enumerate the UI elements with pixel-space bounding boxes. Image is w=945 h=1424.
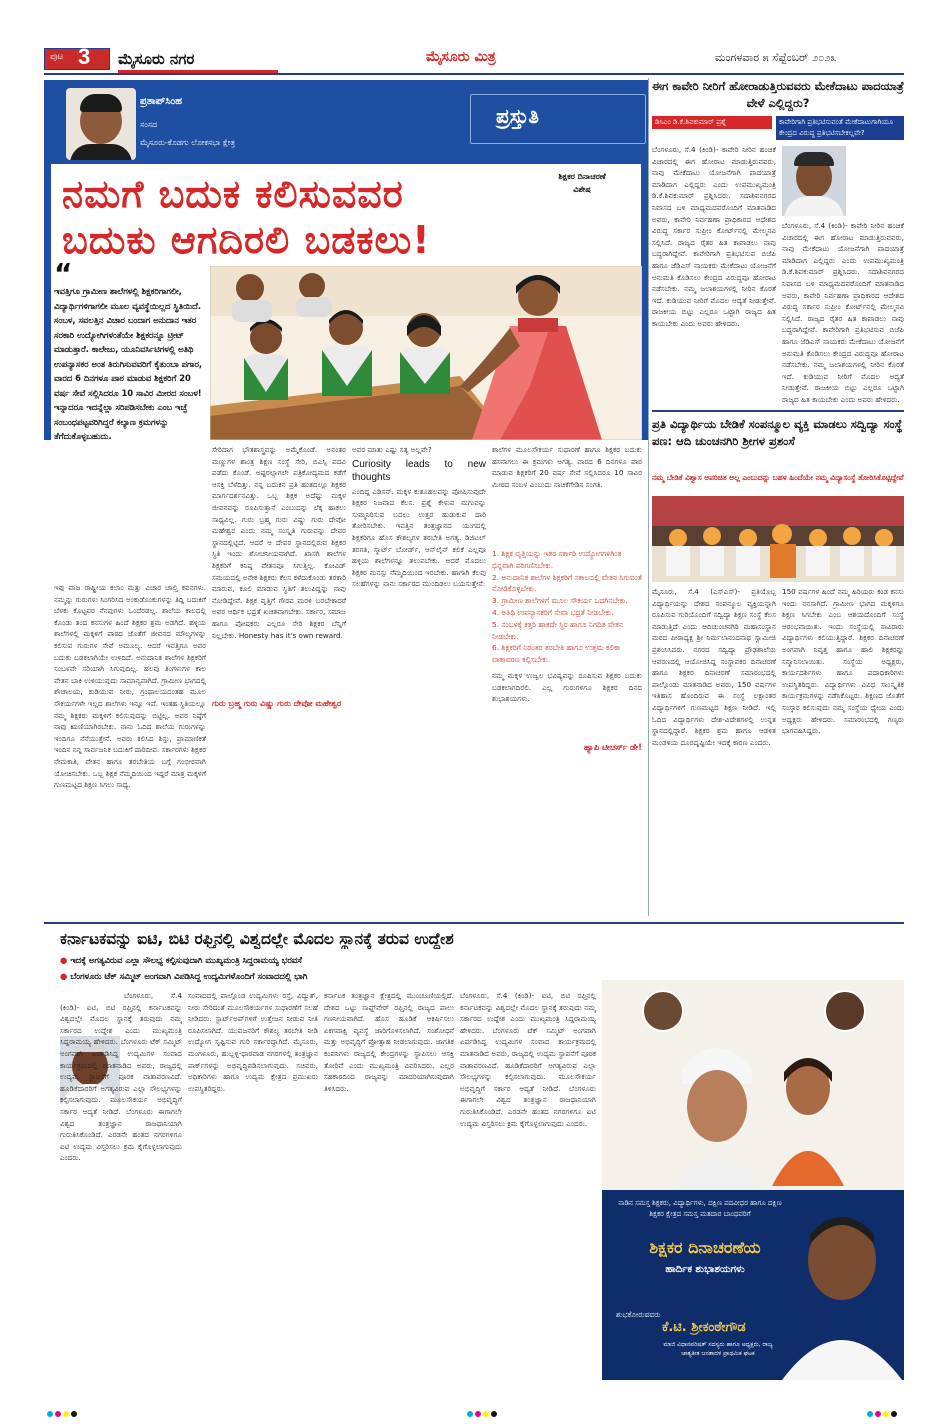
sadvidya-subhead: ನಮ್ಮ ಬೇಡಿಕೆ ವಿಶ್ವಾಸ ಅಪರಿಚಿತ ಅಲ್ಲ ಎಂಬುದನ್ನು ಬಹಳ ಹಿಂದೆಯೇ ನಮ್ಮ ವಿದ್ಯಾಸಂಸ್ಥೆ ತೋರಿಸಿಕೊಟ್ಟಿದ್ದೇವೆ — [652, 473, 904, 482]
guru-verse: ಗುರು ಬ್ರಹ್ಮ ಗುರು ವಿಷ್ಣು ಗುರು ದೇವೋ ಮಹೇಶ್ವರ — [212, 698, 346, 710]
ad-sponsor-desc: ಮಾಜಿ ವಿಧಾನಪರಿಷತ್ ಸದಸ್ಯರು ಹಾಗೂ ಅಧ್ಯಕ್ಷರು, ರಾಜ್ಯ ಜಾತ್ಯತೀತ ಜನತಾದಳ ಪ್ರಾಥಮಿಕ ಘಟಕ — [663, 1341, 773, 1357]
ad-title: ಶಿಕ್ಷಕರ ದಿನಾಚರಣೆಯ — [649, 1238, 761, 1257]
point-2: 2. ಅನುದಾನಿತ ಶಾಲೆಗಳ ಶಿಕ್ಷಕರಿಗೆ ಸಕಾಲದಲ್ಲಿ ವೇತನ ಸಿಗುವಂತೆ ನೋಡಿಕೊಳ್ಳಬೇಕು. — [492, 572, 642, 594]
bottom-bullet-2 — [60, 970, 600, 983]
classroom-illustration — [210, 266, 642, 440]
main-col3 — [352, 444, 486, 916]
point-5: 5. ಸಂಬಳಕ್ಕೆ ಕತ್ತರಿ ಹಾಕದೇ ಸ್ಥಿರ ಹಾಗೂ ನಿಗದಿತ ವೇತನ ನೀಡಬೇಕು. — [492, 619, 624, 641]
kaveri-headline: ಈಗ ಕಾವೇರಿ ನೀರಿಗೆ ಹೋರಾಡುತ್ತಿರುವವರು ಮೇಕೆದಾಟು ಪಾದಯಾತ್ರೆ ವೇಳೆ ಎಲ್ಲಿದ್ದರು? — [652, 79, 904, 110]
main-col4 — [492, 444, 642, 916]
sadvidya-body-left-text: ಮೈಸೂರು, ಸೆ.4 (ಎಸ್‌ಎಸ್)- ಪ್ರತಿಯೊಬ್ಬ ವಿದ್ಯಾರ್ಥಿಯನ್ನು ದೇಶದ ಸಂಪನ್ಮೂಲ ವ್ಯಕ್ತಿಯನ್ನಾಗಿ ರೂಪಿಸುವ ಗುರಿಯೊಂದಿಗೆ ಸದ್ವಿದ್ಯಾ ಶಿಕ್ಷಣ ಸಂಸ್ಥೆ ಕೆಲಸ ಮಾಡುತ್ತಿದೆ ಎಂದು ಆದಿಚುಂಚನಗಿರಿ ಮಹಾಸಂಸ್ಥಾನ ಮಠದ ಪೀಠಾಧ್ಯಕ್ಷ ಶ್ರೀ ನಿರ್ಮಲಾನಂದನಾಥ ಸ್ವಾಮೀಜಿ ಪ್ರಶಂಸಿಸಿದರು. ನಗರದ ಸದ್ವಿದ್ಯಾ ಪ್ರೌಢಶಾಲೆಯ ಆವರಣದಲ್ಲಿ ಆಯೋಜಿಸಿದ್ದ ಸಂಸ್ಥಾಪಕರ ದಿನಾಚರಣೆ ಹಾಗೂ ಶಿಕ್ಷಕರ ದಿನಾಚರಣೆ ಸಮಾರಂಭದಲ್ಲಿ ಪಾಲ್ಗೊಂಡು ಮಾತನಾಡಿದ ಅವರು, 150 ವರ್ಷಗಳ ಇತಿಹಾಸ ಹೊಂದಿರುವ ಈ ಸಂಸ್ಥೆ ಲಕ್ಷಾಂತರ ವಿದ್ಯಾರ್ಥಿಗಳಿಗೆ ಗುಣಮಟ್ಟದ ಶಿಕ್ಷಣ ನೀಡಿದೆ. ಇಲ್ಲಿ ಓದಿದ ವಿದ್ಯಾರ್ಥಿಗಳು ದೇಶ-ವಿದೇಶಗಳಲ್ಲಿ ಉನ್ನತ ಸ್ಥಾನದಲ್ಲಿದ್ದಾರೆ. ಶಿಕ್ಷಕರ ಶ್ರಮ ಹಾಗೂ ಆಡಳಿತ ಮಂಡಳಿಯ ದೂರದೃಷ್ಟಿಯೇ ಇದಕ್ಕೆ ಕಾರಣ ಎಂದರು. — [652, 587, 776, 747]
main-col1-text: ಇವು ಪಾಜ ರಾಷ್ಟ್ರೀಯ ಕಲಾಂ ಮತ್ತು ವಿಚಾರ ಚಾಲ್ತಿ ಕವನಗಳು. ನಮ್ಮನ್ನು ಗುರುಗಳು ಸಿಂಗರಿಸಿದ ಅಂಕುಡೊಂಕುಗಳನ್ನು ತಿದ್ದಿ ಬದುಕಿಗೆ ಬೆಳಕು ಕೊಟ್ಟವರ ನೆನಪುಗಳು ಒಂದೆರಡಲ್ಲ. ಶಾಲೆಯ ಕಾಲದಲ್ಲಿ ಕೊಂಡು ತಂದ ಕನಸುಗಳ ಹಿಂದೆ ಶಿಕ್ಷಕರ ಶ್ರಮ ಅಡಗಿದೆ. ಹಳ್ಳಿಯ ಶಾಲೆಗಳಲ್ಲಿ ಮಕ್ಕಳಿಗೆ ಪಾಠದ ಜೊತೆಗೆ ಜೀವನದ ಮೌಲ್ಯಗಳನ್ನು ಕಲಿಸುವ ಗುರುಗಳ ಸೇವೆ ಅಮೂಲ್ಯ. ಆದರೆ ಇವತ್ತಿಗೂ ಅವರ ಬದುಕು ಬಡಕಲಾಗಿಯೇ ಉಳಿದಿದೆ. ಅನುದಾನಿತ ಶಾಲೆಗಳ ಶಿಕ್ಷಕರಿಗೆ ಸಂಬಳವೇ ಸರಿಯಾಗಿ ಸಿಗುವುದಿಲ್ಲ. ಹಲವು ತಿಂಗಳುಗಳ ಕಾಲ ವೇತನ ಬಾಕಿ ಉಳಿಯುವುದು ಸಾಮಾನ್ಯವಾಗಿದೆ. ಗ್ರಾಮೀಣ ಭಾಗದಲ್ಲಿ ಶೌಚಾಲಯ, ಕುಡಿಯುವ ನೀರು, ಗ್ರಂಥಾಲಯದಂತಹ ಮೂಲ ಸೌಕರ್ಯಗಳೇ ಇಲ್ಲದ ಶಾಲೆಗಳು ಇನ್ನೂ ಇವೆ. ಇಂತಹ ಸ್ಥಿತಿಯಲ್ಲೂ ನಮ್ಮ ಶಿಕ್ಷಕರು ಮಕ್ಕಳಿಗೆ ಕಲಿಸುವುದನ್ನು ಬಿಟ್ಟಿಲ್ಲ. ಅವರ ನಿಷ್ಠೆಗೆ ನಾವು ಋಣಿಯಾಗಿರಬೇಕು. ನಾನು ಓದಿದ ಶಾಲೆಯ ಗುರುಗಳನ್ನು ಇಂದಿಗೂ ನೆನೆಯುತ್ತೇನೆ. ಅವರು ಕಲಿಸಿದ ಶಿಸ್ತು, ಪ್ರಾಮಾಣಿಕತೆ ಇಂದಿನ ನನ್ನ ಸಾರ್ವಜನಿಕ ಬದುಕಿಗೆ ದಾರಿದೀಪ. ಸರ್ಕಾರಗಳು ಶಿಕ್ಷಕರ ನೇಮಕಾತಿ, ವೇತನ ಹಾಗೂ ತರಬೇತಿಯ ಬಗ್ಗೆ ಗಂಭೀರವಾಗಿ ಯೋಚಿಸಬೇಕು. ಒಬ್ಬ ಶಿಕ್ಷಕ ನೆಮ್ಮದಿಯಿಂದ ಇದ್ದರೆ ಮಾತ್ರ ಮಕ್ಕಳಿಗೆ ಗುಣಮಟ್ಟದ ಶಿಕ್ಷಣ ಸಿಗಲು ಸಾಧ್ಯ. — [54, 583, 206, 790]
headline-line2: ಬದುಕು ಆಗದಿರಲಿ ಬಡಕಲು! — [62, 218, 431, 262]
author-role: ಸಂಸದ — [140, 120, 158, 129]
main-col1 — [54, 582, 206, 916]
print-color-bar — [44, 1404, 904, 1414]
bullet-1-text: ಇದಕ್ಕೆ ಅಗತ್ಯವಿರುವ ಎಲ್ಲಾ ಸೌಲಭ್ಯ ಕಲ್ಪಿಸುವುದಾಗಿ ಮುಖ್ಯಮಂತ್ರಿ ಸಿದ್ದರಾಮಯ್ಯ ಭರವಸೆ — [70, 955, 302, 965]
author-constituency: ಮೈಸೂರು-ಕೊಡಗು ಲೋಕಸಭಾ ಕ್ಷೇತ್ರ — [140, 138, 235, 147]
ad-wish: ಹಾರ್ದಿಕ ಶುಭಾಶಯಗಳು — [665, 1264, 745, 1275]
point-4: 4. ಅತಿಥಿ ಉಪನ್ಯಾಸಕರಿಗೆ ಸೇವಾ ಭದ್ರತೆ ನೀಡಬೇಕು. — [492, 607, 614, 617]
main-col3-lead: ಅವರ ಮಾತು ಎಷ್ಟು ಸತ್ಯ ಅಲ್ಲವೇ? — [352, 445, 432, 454]
numbered-points — [492, 548, 642, 666]
bullet-2-text: ಬೆಂಗಳೂರು ಟೆಕ್ ಸಮ್ಮಿಟ್ ಅಂಗವಾಗಿ ವಿಪಡಿಸಿದ್ದ ಉದ್ಯಮಿಗಳೊಂದಿಗೆ ಸಂವಾದದಲ್ಲಿ ಭಾಗಿ — [70, 971, 308, 981]
bottom-col4 — [460, 990, 596, 1380]
kaveri-sub-left-text: ಡಿಸಿಎಂ ಡಿ.ಕೆ.ಶಿವಕುಮಾರ್ ಪ್ರಶ್ನೆ — [655, 118, 727, 126]
sadvidya-body-right — [782, 586, 904, 916]
ad-sponsor-name: ಕೆ.ಟಿ. ಶ್ರೀಕಂಠೇಗೌಡ — [662, 1320, 746, 1335]
kaveri-sub-left — [652, 116, 772, 129]
main-col4-intro: ಶಾಲೆಗಳ ಮೂಲಸೌಕರ್ಯ ಸುಧಾರಣೆ ಹಾಗೂ ಶಿಕ್ಷಕರ ಬದುಕು ಹಸನಾಗಲು ಈ ಕ್ರಮಗಳು ಅಗತ್ಯ. ವಾರದ 6 ದಿನಗಳೂ ಪಾಠ ಮಾಡುವ ಶಿಕ್ಷಕರಿಗೆ 20 ವರ್ಷ ಸೇವೆ ಸಲ್ಲಿಸಿದರೂ 10 ಸಾವಿರ ಮೀರದ ಸಂಬಳ ಎಂಬುದು ನಾಚಿಕೆಗೇಡಿನ ಸಂಗತಿ. — [492, 445, 642, 489]
masthead-logo: ಮೈಸೂರು ಮಿತ್ರ — [426, 49, 496, 65]
kaveri-sub-right-text: ಕಾವೇರಿಗಾಗಿ ಪ್ರತಿಭಟಿಸುವಂತೆ ಮೇಕೆದಾಟುಗಾಗಿಯೂ ಕೇಂದ್ರದ ವಿರುದ್ಧ ಪ್ರತಿಭಟಿಸಬೇಕಲ್ಲವೇ? — [779, 118, 894, 137]
divider-main-right — [648, 78, 649, 916]
right-mid-story — [652, 416, 904, 916]
main-col2 — [212, 444, 346, 916]
section-title: ಮೈಸೂರು ನಗರ — [118, 50, 195, 68]
column-logo: ಪ್ರಸ್ತುತಿ — [496, 104, 539, 128]
teachers-day-ad — [602, 980, 904, 1380]
bottom-col4-text: ಬೆಂಗಳೂರು, ಸೆ.4 (ಕಿಂಡಿ)- ಐಟಿ, ಬಿಟಿ ರಫ್ತಿನಲ್ಲಿ ಕರ್ನಾಟಕವನ್ನು ವಿಶ್ವದಲ್ಲೇ ಮೊದಲ ಸ್ಥಾನಕ್ಕೆ ತರುವುದು ನಮ್ಮ ಸರ್ಕಾರದ ಉದ್ದೇಶ ಎಂದು ಮುಖ್ಯಮಂತ್ರಿ ಸಿದ್ದರಾಮಯ್ಯ ಹೇಳಿದರು. ಬೆಂಗಳೂರು ಟೆಕ್ ಸಮ್ಮಿಟ್ ಅಂಗವಾಗಿ ಏರ್ಪಡಿಸಿದ್ದ ಉದ್ಯಮಿಗಳ ಸಂವಾದ ಕಾರ್ಯಕ್ರಮದಲ್ಲಿ ಮಾತನಾಡಿದ ಅವರು, ರಾಜ್ಯದಲ್ಲಿ ಉದ್ಯಮ ಸ್ಥಾಪನೆಗೆ ಪೂರಕ ವಾತಾವರಣವಿದೆ. ಹೂಡಿಕೆದಾರರಿಗೆ ಅಗತ್ಯವಿರುವ ಎಲ್ಲಾ ಸೌಲಭ್ಯಗಳನ್ನು ಕಲ್ಪಿಸಲಾಗುವುದು. ಮೂಲಸೌಕರ್ಯ ಅಭಿವೃದ್ಧಿಗೆ ಸರ್ಕಾರ ಆದ್ಯತೆ ನೀಡಿದೆ. ಬೆಂಗಳೂರು ಈಗಾಗಲೇ ವಿಶ್ವದ ತಂತ್ರಜ್ಞಾನ ರಾಜಧಾನಿಯಾಗಿ ಗುರುತಿಸಿಕೊಂಡಿದೆ. ಎರಡನೇ ಹಂತದ ನಗರಗಳಿಗೂ ಐಟಿ ಉದ್ಯಮ ವಿಸ್ತರಿಸಲು ಕ್ರಮ ಕೈಗೊಳ್ಳಲಾಗುವುದು ಎಂದರು. — [460, 991, 596, 1128]
kaveri-body-left-text: ಬೆಂಗಳೂರು, ಸೆ.4 (ಕಿಂಡಿ)- ಕಾವೇರಿ ನೀರಿನ ಹಂಚಿಕೆ ವಿಚಾರದಲ್ಲಿ ಈಗ ಹೋರಾಟ ಮಾಡುತ್ತಿರುವವರು, ನಾವು ಮೇಕೆದಾಟು ಯೋಜನೆಗಾಗಿ ಪಾದಯಾತ್ರೆ ಮಾಡಿದಾಗ ಎಲ್ಲಿದ್ದರು ಎಂದು ಉಪಮುಖ್ಯಮಂತ್ರಿ ಡಿ.ಕೆ.ಶಿವಕುಮಾರ್ ಪ್ರಶ್ನಿಸಿದರು. ಸದಾಶಿವನಗರದ ನಿವಾಸದ ಬಳಿ ಮಾಧ್ಯಮದವರೊಂದಿಗೆ ಮಾತನಾಡಿದ ಅವರು, ಕಾವೇರಿ ನಿರ್ವಹಣಾ ಪ್ರಾಧಿಕಾರದ ಆದೇಶದ ವಿರುದ್ಧ ಸರ್ಕಾರ ಸುಪ್ರೀಂ ಕೋರ್ಟ್‌ನಲ್ಲಿ ಮೇಲ್ಮನವಿ ಸಲ್ಲಿಸಿದೆ. ರಾಜ್ಯದ ರೈತರ ಹಿತ ಕಾಪಾಡಲು ನಾವು ಬದ್ಧರಾಗಿದ್ದೇವೆ. ಕಾವೇರಿಗಾಗಿ ಪ್ರತಿಭಟಿಸುವ ಬಿಜೆಪಿ ಹಾಗೂ ಜೆಡಿಎಸ್ ನಾಯಕರು ಮೇಕೆದಾಟು ಯೋಜನೆಗೆ ಅನುಮತಿ ಕೊಡಿಸಲು ಕೇಂದ್ರದ ವಿರುದ್ಧವೂ ಹೋರಾಟ ನಡೆಸಬೇಕು. ನಮ್ಮ ಜಲಾಶಯಗಳಲ್ಲಿ ನೀರಿನ ಕೊರತೆ ಇದೆ. ಕುಡಿಯುವ ನೀರಿಗೆ ಮೊದಲ ಆದ್ಯತೆ ನೀಡುತ್ತೇವೆ. ರಾಜಕೀಯ ಬಿಟ್ಟು ಎಲ್ಲರೂ ಒಟ್ಟಾಗಿ ರಾಜ್ಯದ ಹಿತ ಕಾಯಬೇಕು ಎಂದು ಅವರು ಹೇಳಿದರು. — [652, 145, 776, 328]
ad-from-label: ಶುಭಕೋರುವವರು — [616, 1310, 661, 1319]
ad-savitribai-portrait — [768, 1046, 848, 1186]
point-3: 3. ಗ್ರಾಮೀಣ ಶಾಲೆಗಳಿಗೆ ಮೂಲ ಸೌಕರ್ಯ ಒದಗಿಸಬೇಕು. — [492, 596, 628, 606]
author-name: ಪ್ರತಾಪ್‌ಸಿಂಹ — [140, 96, 182, 107]
main-col2-text: ಸೇರಿದಾಗ ಭೌತಶಾಸ್ತ್ರವನ್ನು ಅಮ್ಮೆಕೊಂಡೆ. ಅನಂತರ ಮಣ್ಣುಗಳ ಶಾಂತ್ರ ಶಿಕ್ಷಣ ಸಂಸ್ಥೆ ಸೇರಿ, ಬಿಎಸ್ಸಿ ಪದವಿ ಪಡೆದು ಕೊಂಡೆ. ಅಷ್ಟರಲ್ಲಾಗಲೇ ಪತ್ರಿಕೋದ್ಯಮದ ಕಡೆಗೆ ಆಸಕ್ತಿ ಬೆಳೆದಿತ್ತು. ನನ್ನ ಬದುಕಿನ ಪ್ರತಿ ಹಂತದಲ್ಲೂ ಶಿಕ್ಷಕರ ಮಾರ್ಗದರ್ಶನವಿತ್ತು. ಒಬ್ಬ ಶಿಕ್ಷಕ ಅದೆಷ್ಟು ಮಕ್ಕಳ ಜೀವನವನ್ನು ರೂಪಿಸುತ್ತಾನೆ ಎಂಬುದನ್ನು ಲೆಕ್ಕ ಹಾಕಲು ಸಾಧ್ಯವಿಲ್ಲ. ಗುರು ಬ್ರಹ್ಮ ಗುರು ವಿಷ್ಣು ಗುರು ದೇವೋ ಮಹೇಶ್ವರ ಎಂದು ನಮ್ಮ ಸಂಸ್ಕೃತಿ ಗುರುವನ್ನು ದೇವರ ಸ್ಥಾನದಲ್ಲಿಟ್ಟಿದೆ. ಆದರೆ ಆ ದೇವರ ಸ್ಥಾನದಲ್ಲಿರುವ ಶಿಕ್ಷಕರ ಸ್ಥಿತಿ ಇಂದು ಶೋಚನೀಯವಾಗಿದೆ. ಖಾಸಗಿ ಶಾಲೆಗಳ ಶಿಕ್ಷಕರಿಗೆ ಕನಿಷ್ಠ ವೇತನವೂ ಸಿಗುತ್ತಿಲ್ಲ. ಕೋವಿಡ್ ಸಮಯದಲ್ಲಿ ಅನೇಕ ಶಿಕ್ಷಕರು ಕೆಲಸ ಕಳೆದುಕೊಂಡು ತರಕಾರಿ ಮಾರುವ, ಕೂಲಿ ಮಾಡುವ ಸ್ಥಿತಿಗೆ ತಲುಪಿದ್ದನ್ನು ನಾವು ನೋಡಿದ್ದೇವೆ. ಶಿಕ್ಷಕ ವೃತ್ತಿಗೆ ಗೌರವ ಮರಳಿ ಬರಬೇಕಾದರೆ ಅವರ ಆರ್ಥಿಕ ಭದ್ರತೆ ಖಚಿತವಾಗಬೇಕು. ಸರ್ಕಾರ, ಸಮಾಜ ಹಾಗೂ ಪೋಷಕರು ಎಲ್ಲರೂ ಸೇರಿ ಶಿಕ್ಷಕರ ಬೆನ್ನಿಗೆ ನಿಲ್ಲಬೇಕು. Honesty has it's own reward. — [212, 445, 346, 640]
bottom-col2 — [188, 990, 318, 1380]
pull-quote-mark: “ — [54, 257, 73, 290]
kaveri-body-left — [652, 144, 776, 406]
bottom-headline: ಕರ್ನಾಟಕವನ್ನು ಐಟಿ, ಬಿಟಿ ರಫ್ತಿನಲ್ಲಿ ವಿಶ್ವದಲ್ಲೇ ಮೊದಲ ಸ್ಥಾನಕ್ಕೆ ತರುವ ಉದ್ದೇಶ — [60, 930, 454, 948]
bottom-col1 — [60, 990, 182, 1380]
ad-sponsor-photo — [772, 1200, 902, 1380]
page-number: 3 — [78, 44, 91, 69]
ad-leader-photo-1 — [642, 990, 684, 1032]
header-rule — [44, 73, 904, 75]
page-header — [0, 44, 945, 74]
ad-tagline: ನಾಡಿನ ಸಮಸ್ತ ಶಿಕ್ಷಕರು, ವಿದ್ಯಾರ್ಥಿಗಳು, ದಕ್ಷಿಣ ಪದವೀಧರ ಹಾಗೂ ದಕ್ಷಿಣ ಶಿಕ್ಷಕರ ಕ್ಷೇತ್ರದ ಸಮಸ್ತ ಮತದಾರ ಬಾಂಧವರಿಗೆ — [618, 1199, 782, 1218]
sadvidya-body-left — [652, 586, 776, 916]
main-col4-end: ನಮ್ಮ ಮಕ್ಕಳ ಉಜ್ವಲ ಭವಿಷ್ಯವನ್ನು ರೂಪಿಸುವ ಶಿಕ್ಷಕರ ಬದುಕು ಬಡಕಲಾಗದಿರಲಿ. ಎಲ್ಲ ಗುರುಗಳಿಗೂ ಶಿಕ್ಷಕರ ದಿನದ ಶುಭಾಶಯಗಳು. — [492, 670, 642, 704]
dks-photo — [782, 146, 846, 216]
headline-line1: ನಮಗೆ ಬದುಕ ಕಲಿಸುವವರ — [62, 172, 404, 216]
bullet-2-icon: ● — [60, 971, 71, 981]
pull-quote: ಇವತ್ತಿಗೂ ಗ್ರಾಮೀಣ ಶಾಲೆಗಳಲ್ಲಿ ಶಿಕ್ಷಕರಿಗಾಗಲೀ, ವಿದ್ಯಾರ್ಥಿಗಳಿಗಾಗಲೀ ಮೂಲ ವ್ಯವಸ್ಥೆಯಿಲ್ಲದ ಸ್ಥಿತಿಯಿದೆ. ಸಂಬಳ, ಸವಲತ್ತಿನ ವಿಚಾರ ಬಂದಾಗ ಅನುದಾನ ಇತರ ಸರಕಾರಿ ಉದ್ಯೋಗಿಗಳಂತೆಯೇ ಶಿಕ್ಷಕರನ್ನೂ ಟ್ರೀಟ್ ಮಾಡುತ್ತಾರೆ. ಕಾಲೇಜು, ಯೂನಿವರ್ಸಿಟಿಗಳಲ್ಲಿ ಅತಿಥಿ ಉಪನ್ಯಾಸಕರ ಅಂತ ತಿರುಗಿಸುವವರಿಗೆ ಕೈತುಂಬಾ ಪಗಾರ, ವಾರದ 6 ದಿನಗಳೂ ಪಾಠ ಮಾಡುವ ಶಿಕ್ಷಕರಿಗೆ 20 ವರ್ಷ ಸೇವೆ ಸಲ್ಲಿಸಿದರೂ 10 ಸಾವಿರ ಮೀರದ ಸಂಬಳ! ಇನ್ನಾದರೂ ಇದನ್ನೆಲ್ಲಾ ಸರಿಪಡಿಸಬೇಕು ಎಂಬ ಇಚ್ಛೆ ಸಂಬಂಧಪಟ್ಟವರಿಗಿದ್ದರೆ ಕಲ್ಯಾಣ ಕ್ರಮಗಳನ್ನು ತೆಗೆದುಕೊಳ್ಳಬಹುದು. — [54, 286, 203, 441]
point-1: 1. ಶಿಕ್ಷಕ ವೃತ್ತಿಯನ್ನು ಇತರ ಸರ್ಕಾರಿ ಉದ್ಯೋಗಗಳಿಗಿಂತ ಭಿನ್ನವಾಗಿ ಪರಿಗಣಿಸಬೇಕು. — [492, 549, 622, 570]
bottom-col3-text: ಕರ್ನಾಟಕ ತಂತ್ರಜ್ಞಾನ ಕ್ಷೇತ್ರದಲ್ಲಿ ಮುಂಚೂಣಿಯಲ್ಲಿದೆ. ದೇಶದ ಒಟ್ಟು ಸಾಫ್ಟ್‌ವೇರ್ ರಫ್ತಿನಲ್ಲಿ ರಾಜ್ಯದ ಪಾಲು ಗಣನೀಯವಾಗಿದೆ. ಹೊಸ ಹೂಡಿಕೆ ಆಕರ್ಷಿಸಲು ಏಕಗವಾಕ್ಷಿ ವ್ಯವಸ್ಥೆ ಜಾರಿಗೊಳಿಸಲಾಗಿದೆ. ಸಂಶೋಧನೆ ಮತ್ತು ಅಭಿವೃದ್ಧಿಗೆ ಪ್ರೋತ್ಸಾಹ ನೀಡಲಾಗುವುದು. ಜಾಗತಿಕ ಕಂಪನಿಗಳು ರಾಜ್ಯದಲ್ಲಿ ಕೇಂದ್ರಗಳನ್ನು ಸ್ಥಾಪಿಸಲು ಆಸಕ್ತಿ ತೋರಿವೆ ಎಂದು ಮುಖ್ಯಮಂತ್ರಿ ವಿವರಿಸಿದರು. ಎಲ್ಲರ ಸಹಕಾರದಿಂದ ರಾಜ್ಯವನ್ನು ಮಾದರಿಯಾಗಿಸುವುದಾಗಿ ತಿಳಿಸಿದರು. — [324, 991, 454, 1093]
ad-leader-photo-2 — [824, 990, 866, 1032]
divider-bottom — [44, 922, 904, 924]
kaveri-sub-right — [776, 116, 904, 140]
right-top-story — [652, 78, 904, 408]
ad-radhakrishnan-portrait — [662, 1028, 772, 1188]
main-col3-text: ಎಂದಿದ್ದ ಎಡಿಸನ್. ಮಕ್ಕಳ ಕುತೂಹಲವನ್ನು ಪೋಷಿಸುವುದೇ ಶಿಕ್ಷಕರ ನಿಜವಾದ ಕೆಲಸ. ಪ್ರಶ್ನೆ ಕೇಳುವ ಮಗುವನ್ನು ಸುಮ್ಮನಿರಿಸುವ ಬದಲು ಉತ್ತರ ಹುಡುಕುವ ದಾರಿ ತೋರಿಸಬೇಕು. ಇವತ್ತಿನ ತಂತ್ರಜ್ಞಾನದ ಯುಗದಲ್ಲಿ ಶಿಕ್ಷಕರಿಗೂ ಹೊಸ ಕೌಶಲ್ಯಗಳ ತರಬೇತಿ ಅಗತ್ಯ. ಡಿಜಿಟಲ್ ತರಗತಿ, ಸ್ಮಾರ್ಟ್ ಬೋರ್ಡ್, ಆನ್‌ಲೈನ್ ಕಲಿಕೆ ಎಲ್ಲವೂ ಹಳ್ಳಿಯ ಶಾಲೆಗಳನ್ನೂ ತಲುಪಬೇಕು. ಆದರೆ ಮೊದಲು ಶಿಕ್ಷಕರ ಮನಸ್ಸು ನೆಮ್ಮದಿಯಿಂದ ಇರಬೇಕು. ಹಾಗಾಗಿ ಕೆಲವು ಸಲಹೆಗಳನ್ನು ನಾನು ಸರ್ಕಾರದ ಮುಂದಿಡಲು ಬಯಸುತ್ತೇನೆ: — [352, 486, 486, 589]
bottom-col2-text: ಸಂವಾದದಲ್ಲಿ ಪಾಲ್ಗೊಂಡ ಉದ್ಯಮಿಗಳು ರಸ್ತೆ, ವಿದ್ಯುತ್, ನೀರು ಸೇರಿದಂತೆ ಮೂಲಸೌಕರ್ಯಗಳ ಸುಧಾರಣೆಗೆ ಸಲಹೆ ನೀಡಿದರು. ಸ್ಟಾರ್ಟ್‌ಅಪ್‌ಗಳಿಗೆ ಉತ್ತೇಜನ ನೀಡುವ ನೀತಿ ರೂಪಿಸಲಾಗಿದೆ. ಯುವಜನರಿಗೆ ಕೌಶಲ್ಯ ತರಬೇತಿ ನೀಡಿ ಉದ್ಯೋಗ ಸೃಷ್ಟಿಸುವ ಗುರಿ ಸರ್ಕಾರದ್ದಾಗಿದೆ. ಮೈಸೂರು, ಮಂಗಳೂರು, ಹುಬ್ಬಳ್ಳಿ-ಧಾರವಾಡ ನಗರಗಳಲ್ಲಿ ತಂತ್ರಜ್ಞಾನ ಪಾರ್ಕ್‌ಗಳನ್ನು ಅಭಿವೃದ್ಧಿಪಡಿಸಲಾಗುವುದು. ಸಚಿವರು, ಅಧಿಕಾರಿಗಳು ಹಾಗೂ ಉದ್ಯಮ ಕ್ಷೇತ್ರದ ಪ್ರಮುಖರು ಉಪಸ್ಥಿತರಿದ್ದರು. — [188, 991, 318, 1093]
bottom-col1-text: ಬೆಂಗಳೂರು, ಸೆ.4 (ಕಿಂಡಿ)- ಐಟಿ, ಬಿಟಿ ರಫ್ತಿನಲ್ಲಿ ಕರ್ನಾಟಕವನ್ನು ವಿಶ್ವದಲ್ಲೇ ಮೊದಲ ಸ್ಥಾನಕ್ಕೆ ತರುವುದು ನಮ್ಮ ಸರ್ಕಾರದ ಉದ್ದೇಶ ಎಂದು ಮುಖ್ಯಮಂತ್ರಿ ಸಿದ್ದರಾಮಯ್ಯ ಹೇಳಿದರು. ಬೆಂಗಳೂರು ಟೆಕ್ ಸಮ್ಮಿಟ್ ಅಂಗವಾಗಿ ಏರ್ಪಡಿಸಿದ್ದ ಉದ್ಯಮಿಗಳ ಸಂವಾದ ಕಾರ್ಯಕ್ರಮದಲ್ಲಿ ಮಾತನಾಡಿದ ಅವರು, ರಾಜ್ಯದಲ್ಲಿ ಉದ್ಯಮ ಸ್ಥಾಪನೆಗೆ ಪೂರಕ ವಾತಾವರಣವಿದೆ. ಹೂಡಿಕೆದಾರರಿಗೆ ಅಗತ್ಯವಿರುವ ಎಲ್ಲಾ ಸೌಲಭ್ಯಗಳನ್ನು ಕಲ್ಪಿಸಲಾಗುವುದು. ಮೂಲಸೌಕರ್ಯ ಅಭಿವೃದ್ಧಿಗೆ ಸರ್ಕಾರ ಆದ್ಯತೆ ನೀಡಿದೆ. ಬೆಂಗಳೂರು ಈಗಾಗಲೇ ವಿಶ್ವದ ತಂತ್ರಜ್ಞಾನ ರಾಜಧಾನಿಯಾಗಿ ಗುರುತಿಸಿಕೊಂಡಿದೆ. ಎರಡನೇ ಹಂತದ ನಗರಗಳಿಗೂ ಐಟಿ ಉದ್ಯಮ ವಿಸ್ತರಿಸಲು ಕ್ರಮ ಕೈಗೊಳ್ಳಲಾಗುವುದು ಎಂದರು. — [60, 991, 182, 1163]
sadvidya-headline: ಪ್ರತಿ ವಿದ್ಯಾರ್ಥಿಯ ಬೇಡಿಕೆ ಸಂಪನ್ಮೂಲ ವ್ಯಕ್ತಿ ಮಾಡಲು ಸದ್ವಿದ್ಯಾ ಸಂಸ್ಥೆ ಪಣ: ಆದಿ ಚುಂಚನಗಿರಿ ಶ್ರೀಗಳ ಪ್ರಶಂಸೆ — [652, 417, 903, 448]
kaveri-body-right — [782, 220, 904, 406]
page-word: ಪುಟ — [50, 52, 64, 62]
english-quote: Curiosity leads to new thoughts — [352, 458, 486, 483]
bullet-1-icon: ● — [60, 955, 71, 965]
divider-right-stories — [652, 410, 904, 412]
signoff: ಹ್ಯಾಪಿ ಟೀಚರ್ಸ್ ಡೇ! — [583, 741, 642, 752]
event-photo — [652, 496, 904, 582]
bottom-col3 — [324, 990, 454, 1380]
special-tag: ಶಿಕ್ಷಕರ ದಿನಾಚರಣೆ ವಿಶೇಷ — [558, 172, 606, 194]
bottom-bullet-1 — [60, 954, 600, 967]
sadvidya-body-right-text: 150 ವರ್ಷಗಳ ಹಿಂದೆ ನಮ್ಮ ಹಿರಿಯರು ಕಂಡ ಕನಸು ಇಂದು ನನಸಾಗಿದೆ. ಗ್ರಾಮೀಣ ಭಾಗದ ಮಕ್ಕಳಿಗೂ ಶಿಕ್ಷಣ ಸಿಗಬೇಕು ಎಂಬ ಆಶಯದೊಂದಿಗೆ ಸಂಸ್ಥೆ ಆರಂಭವಾಯಿತು. ಇಂದು ಸಂಸ್ಥೆಯಲ್ಲಿ ಸಾವಿರಾರು ವಿದ್ಯಾರ್ಥಿಗಳು ಕಲಿಯುತ್ತಿದ್ದಾರೆ. ಶಿಕ್ಷಕರ ದಿನಾಚರಣೆ ಅಂಗವಾಗಿ ನಿವೃತ್ತ ಹಾಗೂ ಹಾಲಿ ಶಿಕ್ಷಕರನ್ನು ಸನ್ಮಾನಿಸಲಾಯಿತು. ಸಂಸ್ಥೆಯ ಅಧ್ಯಕ್ಷರು, ಕಾರ್ಯದರ್ಶಿಗಳು ಹಾಗೂ ಪದಾಧಿಕಾರಿಗಳು ಉಪಸ್ಥಿತರಿದ್ದರು. ವಿದ್ಯಾರ್ಥಿಗಳು ವಿವಿಧ ಸಾಂಸ್ಕೃತಿಕ ಕಾರ್ಯಕ್ರಮಗಳನ್ನು ನಡೆಸಿಕೊಟ್ಟರು. ಶಿಕ್ಷಣದ ಜೊತೆಗೆ ಸಂಸ್ಕಾರ ಕಲಿಸುವುದು ನಮ್ಮ ಸಂಸ್ಥೆಯ ಧ್ಯೇಯ ಎಂದು ಅಧ್ಯಕ್ಷರು ಹೇಳಿದರು. ಸಮಾರಂಭದಲ್ಲಿ ಗಣ್ಯರು ಭಾಗವಹಿಸಿದ್ದರು. — [782, 587, 904, 736]
kaveri-body-right-text: ಬೆಂಗಳೂರು, ಸೆ.4 (ಕಿಂಡಿ)- ಕಾವೇರಿ ನೀರಿನ ಹಂಚಿಕೆ ವಿಚಾರದಲ್ಲಿ ಈಗ ಹೋರಾಟ ಮಾಡುತ್ತಿರುವವರು, ನಾವು ಮೇಕೆದಾಟು ಯೋಜನೆಗಾಗಿ ಪಾದಯಾತ್ರೆ ಮಾಡಿದಾಗ ಎಲ್ಲಿದ್ದರು ಎಂದು ಉಪಮುಖ್ಯಮಂತ್ರಿ ಡಿ.ಕೆ.ಶಿವಕುಮಾರ್ ಪ್ರಶ್ನಿಸಿದರು. ಸದಾಶಿವನಗರದ ನಿವಾಸದ ಬಳಿ ಮಾಧ್ಯಮದವರೊಂದಿಗೆ ಮಾತನಾಡಿದ ಅವರು, ಕಾವೇರಿ ನಿರ್ವಹಣಾ ಪ್ರಾಧಿಕಾರದ ಆದೇಶದ ವಿರುದ್ಧ ಸರ್ಕಾರ ಸುಪ್ರೀಂ ಕೋರ್ಟ್‌ನಲ್ಲಿ ಮೇಲ್ಮನವಿ ಸಲ್ಲಿಸಿದೆ. ರಾಜ್ಯದ ರೈತರ ಹಿತ ಕಾಪಾಡಲು ನಾವು ಬದ್ಧರಾಗಿದ್ದೇವೆ. ಕಾವೇರಿಗಾಗಿ ಪ್ರತಿಭಟಿಸುವ ಬಿಜೆಪಿ ಹಾಗೂ ಜೆಡಿಎಸ್ ನಾಯಕರು ಮೇಕೆದಾಟು ಯೋಜನೆಗೆ ಅನುಮತಿ ಕೊಡಿಸಲು ಕೇಂದ್ರದ ವಿರುದ್ಧವೂ ಹೋರಾಟ ನಡೆಸಬೇಕು. ನಮ್ಮ ಜಲಾಶಯಗಳಲ್ಲಿ ನೀರಿನ ಕೊರತೆ ಇದೆ. ಕುಡಿಯುವ ನೀರಿಗೆ ಮೊದಲ ಆದ್ಯತೆ ನೀಡುತ್ತೇವೆ. ರಾಜಕೀಯ ಬಿಟ್ಟು ಎಲ್ಲರೂ ಒಟ್ಟಾಗಿ ರಾಜ್ಯದ ಹಿತ ಕಾಯಬೇಕು ಎಂದು ಅವರು ಹೇಳಿದರು. — [782, 221, 904, 404]
page-date: ಮಂಗಳವಾರ ೫ ಸೆಪ್ಟೆಂಬರ್ ೨೦೨೩ — [715, 51, 837, 64]
author-photo — [66, 88, 136, 160]
point-6: 6. ಶಿಕ್ಷಕರಿಗೆ ನಿರಂತರ ತರಬೇತಿ ಹಾಗೂ ಉತ್ತಮ ಕಲಿಕಾ ವಾತಾವರಣ ಕಲ್ಪಿಸಬೇಕು. — [492, 643, 620, 665]
